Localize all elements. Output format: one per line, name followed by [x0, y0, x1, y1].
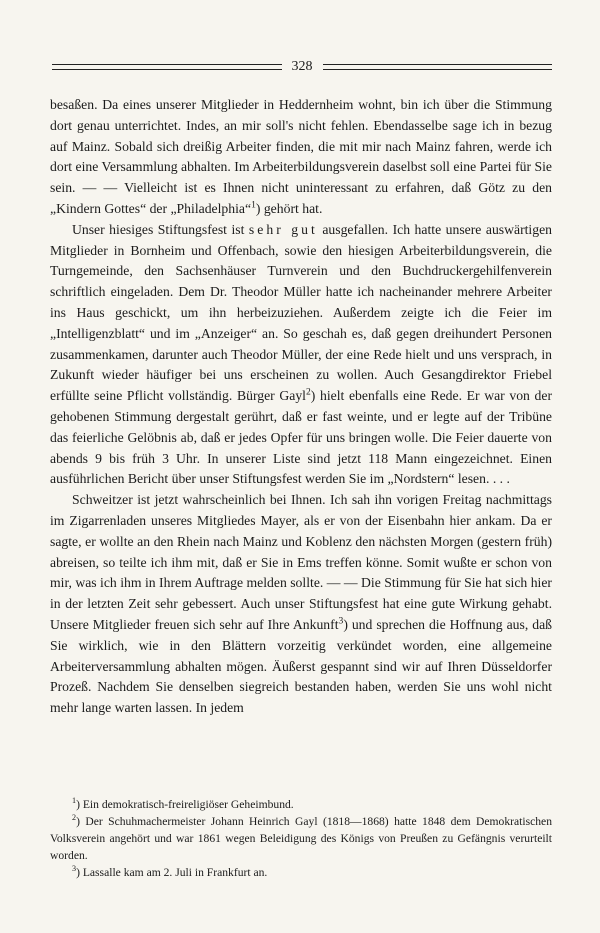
footnote-marker: 3 — [72, 864, 77, 874]
footnote — [50, 813, 552, 864]
text-run: ) hielt ebenfalls eine Rede. Er war von der gehobenen Stimmung dergestalt gerührt, daß er fast weinte, und er legte auf der Tribüne das feierliche Gelöbnis ab, daß er jedes Opfer für uns bringen wolle. Die Feier dauerte von abends 9 bis früh 3 Uhr. In unserer Liste sind jetzt 118 Mann eingezeichnet. Einen ausführlichen Bericht über unser Stiftungsfest werden Sie im „Nordstern“ lesen. . . . — [50, 388, 553, 487]
text-run: ) und sprechen die Hoffnung aus, daß Sie wirklich, wie in den Blättern vorzeitig verkündet worden, eine allgemeine Arbeiterversammlung abhalten mögen. Äußerst gespannt sind wir auf Ihren Düsseldorfer Prozeß. Nachdem Sie denselben siegreich bestanden haben, werden Sie uns wohl nicht mehr lange warten lassen. In jedem — [50, 616, 552, 716]
footnote-text: ) Der Schuhmachermeister Johann Heinrich Gayl (1818—1868) hatte 1848 dem Demokratischen Volksverein angehört und war 1861 wegen Beleidigung des Königs von Preußen zu Gefängnis verurteilt worden. — [50, 815, 552, 862]
header-rule-right — [323, 64, 553, 70]
text-run: ausgefallen. Ich hatte unsere auswärtigen Mitglieder in Bornheim und Offenbach, sowie den hiesigen Arbeiterbildungsverein, die Turngemeinde, den Sachsenhäuser Turnverein und den Buchdruckergehilfenverein schriftlich eingeladen. Dem Dr. Theodor Müller hatte ich nacheinander mehrere Arbeiter ins Haus geschickt, um ihn herbeizuziehen. Außerdem zeigte ich die Feier im „Intelligenzblatt“ und im „Anzeiger“ an. So geschah es, daß gegen dreihundert Personen zusammenkamen, darunter auch Theodor Müller, der eine Rede hielt und uns versprach, in Zukunft wieder häufiger bei uns erscheinen zu wollen. Auch Gesangdirektor Friebel erfüllte seine Pflicht vollständig. Bürger Gayl — [50, 221, 552, 404]
footnote-text: ) Lassalle kam am 2. Juli in Frankfurt an. — [76, 866, 268, 879]
text-run: besaßen. Da eines unserer Mitglieder in Heddernheim wohnt, bin ich über die Stimmung dort genau unterrichtet. Indes, an mir soll's nicht fehlen. Ebendasselbe sage ich in bezug auf Mainz. Sobald sich dreißig Arbeiter finden, die mit mir nach Mainz fahren, werde ich dort eine Versammlung abhalten. Im Arbeiterbildungsverein daselbst soll eine Partei für Sie sein. — — Vielleicht ist es Ihnen nicht uninteressant zu erfahren, daß Götz zu den „Kindern Gottes“ der „Philadelphia“ — [50, 97, 552, 216]
footnote — [50, 864, 552, 881]
footnotes — [50, 796, 552, 881]
footnote-reference: 2 — [305, 386, 311, 398]
footnote-marker: 1 — [72, 796, 77, 806]
footnote — [50, 796, 552, 813]
paragraph — [50, 220, 552, 490]
footnote-marker: 2 — [72, 813, 77, 823]
text-run: Schweitzer ist jetzt wahrscheinlich bei Ihnen. Ich sah ihn vorigen Freitag nachmittags im Zigarrenladen unseres Mitgliedes Mayer, als er von der Eisenbahn hier ankam. Da er sagte, er wollte an den Rhein nach Mainz und Koblenz den nächsten Morgen (gestern früh) abreisen, so teilte ich ihm mit, daß er Sie in Ems treffen könne. Somit wußte er schon von mir, was ich ihm in Ihrem Auftrage melden sollte. — — Die Stimmung für Sie hat sich hier in der letzten Zeit sehr gebessert. Auch unser Stiftungsfest hat eine gute Wirkung gehabt. Unsere Mitglieder freuen sich sehr auf Ihre Ankunft — [50, 492, 552, 632]
paragraph — [50, 95, 552, 220]
text-run: Unser hiesiges Stiftungsfest ist — [72, 221, 249, 237]
header-rule-left — [52, 64, 282, 70]
footnote-text: ) Ein demokratisch-freireligiöser Geheimbund. — [76, 798, 294, 811]
footnote-reference: 1 — [251, 199, 256, 211]
text-run: ) gehört hat. — [255, 200, 323, 216]
emphasized-text: sehr gut — [248, 221, 318, 237]
page-header — [52, 58, 552, 76]
paragraph — [50, 490, 552, 719]
body-text — [50, 95, 552, 719]
footnote-reference: 3 — [338, 615, 344, 627]
page-number: 328 — [291, 59, 313, 74]
